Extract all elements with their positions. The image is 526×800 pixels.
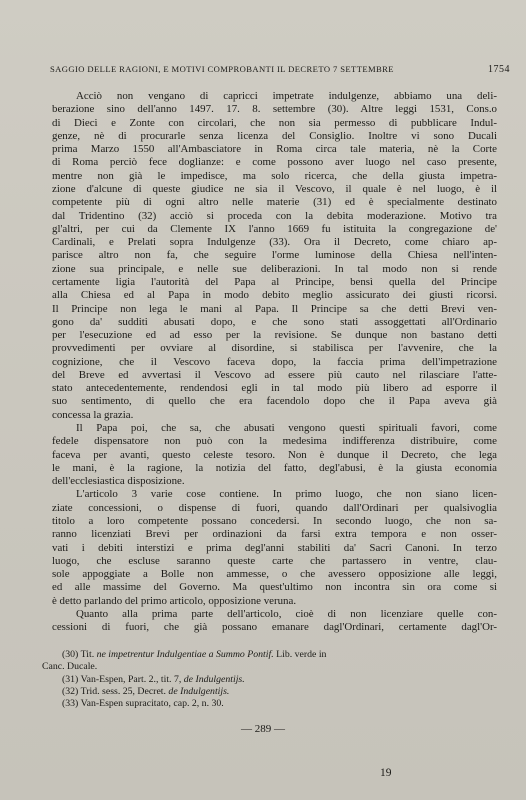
- footnote-num: (31): [62, 673, 79, 685]
- text-line: le mani, è la ragione, la notizia del fatto, degl'abusi, è la giusta economia: [52, 461, 497, 474]
- text-line: ziate concessioni, o dispense di fuori, quando dall'Ordinari per qualsivoglia: [52, 501, 497, 514]
- text-line: Acciò non vengano di capricci impetrate indulgenze, abbiamo una deli-: [76, 90, 497, 102]
- text-line: gono da' sudditi abusati dopo, e che sono stati assoggettati all'Ordinario: [52, 315, 497, 328]
- footnote-pre: Tit.: [80, 649, 95, 660]
- text-line: competente più di ogni altro nelle materie (31) ed è specialmente destinato: [52, 196, 497, 209]
- text-line: mentre non già le impedisce, ma solo ricerca, che della giusta impetra-: [52, 169, 497, 182]
- footnote: [62, 649, 454, 661]
- footnote-pre: Trid. sess. 25, Decret.: [80, 685, 166, 697]
- text-line: fedele dispensatore non può con la medesima indifferenza distribuire, come: [52, 435, 497, 448]
- text-line: certamente ligia l'autorità del Papa al Principe, bensì quella del Principe: [52, 275, 497, 288]
- footnote-pre: Van-Espen, Part. 2., tit. 7,: [80, 673, 182, 685]
- footnote-pre: Van-Espen supracitato, cap. 2, n. 30.: [80, 698, 224, 710]
- text-line: cessioni di fuori, che già possano emanare dagl'Ordinari, certamente dagl'Or-: [52, 621, 497, 634]
- text-line: dal Tridentino (32) acciò si proceda con la debita moderazione. Motivo tra: [52, 209, 497, 222]
- text-line: cognizione, che il Vescovo faceva dopo, la faccia prima dell'impetrazione: [52, 355, 497, 368]
- body-text: [52, 90, 497, 635]
- text-line: Il Principe non lega le mani al Papa. Il Principe sa che detti Brevi ven-: [52, 302, 497, 315]
- footnote: [62, 686, 454, 698]
- text-line: vati i debiti interstizi e prima degl'anni stabiliti da' Sacri Canoni. In terzo: [52, 541, 497, 554]
- text-line: zione sua principale, e nelle sue deliberazioni. In tal modo non si rende: [52, 262, 497, 275]
- text-line: ranno licenziati Brevi per ordinazioni da farsi extra tempora e non osser-: [52, 528, 497, 541]
- footnotes: [42, 649, 454, 710]
- text-line: luogo, che escluse saranno queste carte che partassero in ventre, clau-: [52, 554, 497, 567]
- footnote-post: Lib. verde in: [276, 649, 327, 660]
- footnote: [62, 698, 454, 710]
- text-line: faceva per avanti, questo celeste tesoro. Non è dunque il Decreto, che lega: [52, 448, 497, 461]
- footnote-italic: de Indulgentijs.: [183, 673, 245, 685]
- signature-mark: 19: [380, 767, 392, 779]
- text-line: sole appoggiate a Bolle non ammesse, o che avessero opposizione alle leggi,: [52, 568, 497, 581]
- footnote: [42, 661, 454, 673]
- text-line: prima Marzo 1550 all'Ambasciatore in Roma circa tale materia, nè la Corte: [52, 143, 497, 156]
- text-line: genze, nè di procurarle senza licenza del Consiglio. Inoltre vi sono Ducali: [52, 129, 497, 142]
- text-line: gl'altri, per cui da Clemente IX l'anno 1669 fu istituita la congregazione de': [52, 222, 497, 235]
- text-line: suo sentimento, di quello che era facendolo dopo che il Papa aveva già: [52, 395, 497, 408]
- footnote-italic: de Indulgentijs.: [168, 685, 230, 697]
- text-line: Il Papa poi, che sa, che abusati vengono questi spirituali favori, come: [76, 422, 497, 435]
- running-head: [50, 64, 510, 75]
- text-line: è detto parlando del primo articolo, opposizione veruna.: [52, 594, 297, 607]
- text-line: ed alle massime del Governo. Ma quest'ultimo non incontra sin ora come si: [52, 581, 497, 594]
- running-head-title: SAGGIO DELLE RAGIONI, E MOTIVI COMPROBANTI IL DECRETO 7 SETTEMBRE: [50, 64, 394, 74]
- footnote-pre: Canc. Ducale.: [42, 661, 98, 673]
- text-line: alla Chiesa ed al Papa in modo debito meglio assicurato dei giusti ricorsi.: [52, 289, 497, 302]
- text-line: zione d'alcune di queste giudice ne sia il Vescovo, il quale è nel luogo, è il: [52, 182, 497, 195]
- footnote-num: (32): [62, 685, 79, 697]
- text-line: titolo a loro competente possano concedersi. In secondo luogo, che non sa-: [52, 515, 497, 527]
- text-line: provvedimenti per ovviare al disordine, si stabilisca per l'avvenire, che la: [52, 342, 497, 355]
- text-line: Quanto alla prima parte dell'articolo, cioè di non licenziare quelle con-: [76, 607, 497, 620]
- text-line: stato antecedentemente, rendendosi egli in tal modo più libero ad esporre il: [52, 382, 497, 395]
- footnote-italic: ne impetrentur Indulgentiae a Summo Pontif.: [96, 649, 274, 660]
- footnote: [62, 674, 454, 686]
- footnote-num: (33): [62, 698, 79, 710]
- text-line: L'articolo 3 varie cose contiene. In primo luogo, che non siano licen-: [76, 488, 497, 501]
- text-line: dell'ecclesiastica disposizione.: [52, 475, 185, 488]
- running-head-year: 1754: [488, 64, 510, 75]
- text-line: di Roma perciò fece doglianze: e come possono aver luogo nel caso presente,: [52, 156, 497, 169]
- text-line: Cardinali, e Prelati sopra Indulgenze (33). Ora il Decreto, come chiaro ap-: [52, 236, 497, 249]
- footnote-num: (30): [62, 649, 79, 660]
- text-line: del Breve ed avvertasi il Vescovo ad essere più cauto nel rilasciare l'atte-: [52, 368, 497, 381]
- text-line: per l'esecuzione ed ad esso per la revisione. Se dunque non bastano detti: [52, 329, 497, 342]
- text-line: berazione sino dell'anno 1497. 17. 8. settembre (30). Altre leggi 1531, Cons.o: [52, 103, 497, 116]
- text-line: di Dieci e Zonte con circolari, che non sia permesso di pubblicare Indul-: [52, 116, 497, 129]
- text-line: concessa la grazia.: [52, 408, 134, 421]
- page-number: — 289 —: [241, 723, 285, 735]
- text-line: parisce altro non fa, che seguire l'orme luminose della Chiesa nell'inten-: [52, 249, 497, 262]
